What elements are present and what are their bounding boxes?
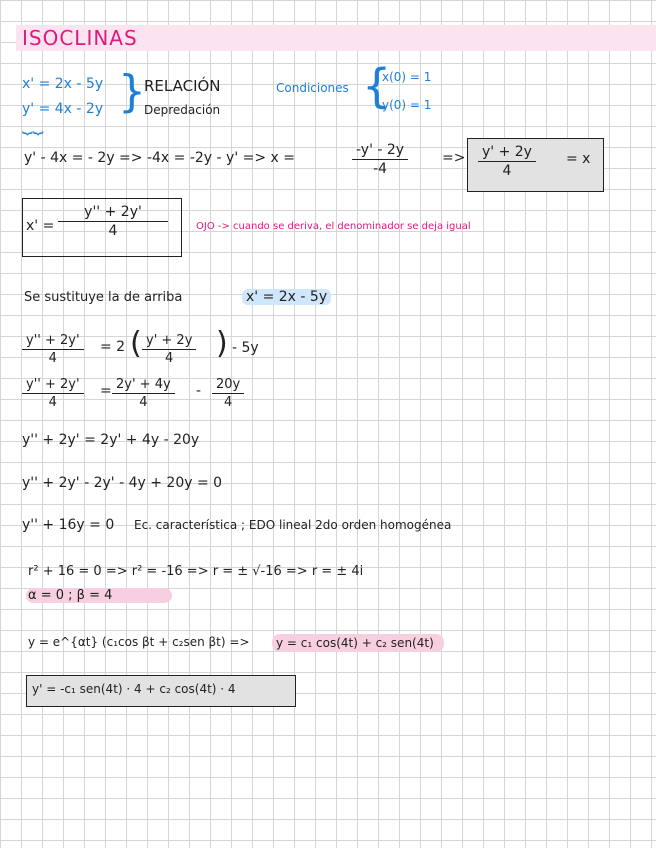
sub1-inum: y' + 2y: [142, 333, 196, 350]
sub1-close-paren: ): [216, 326, 228, 361]
relation-label: RELACIÓN: [144, 77, 221, 95]
condition-1: x(0) = 1: [382, 70, 432, 84]
general-result: y = c₁ cos(4t) + c₂ sen(4t): [272, 634, 444, 652]
derivative: y' = -c₁ sen(4t) · 4 + c₂ cos(4t) · 4: [32, 682, 236, 696]
step1-frac-num: -y' - 2y: [352, 142, 408, 160]
underbrace: ⏟⏟: [22, 114, 44, 135]
ode-desc: Ec. característica ; EDO lineal 2do orden homogénea: [134, 518, 452, 532]
right-brace: }: [118, 66, 146, 117]
sub1-iden: 4: [165, 351, 174, 366]
sub2-left-frac: [22, 377, 84, 410]
boxed-rhs: = x: [566, 151, 591, 167]
page-title: ISOCLINAS: [22, 26, 138, 50]
sub4: y'' + 2y' - 2y' - 4y + 20y = 0: [22, 475, 223, 491]
sub1-tail: - 5y: [232, 340, 259, 356]
relation-type: Depredación: [144, 103, 221, 117]
sub2-mnum: 2y' + 4y: [112, 377, 175, 394]
boxed-num: y' + 2y: [478, 144, 536, 162]
step2-fraction: [58, 204, 168, 239]
sub2-lnum: y'' + 2y': [22, 377, 84, 394]
roots: α = 0 ; β = 4: [26, 588, 172, 603]
sub1-lnum: y'' + 2y': [22, 333, 84, 350]
sub1-left-frac: [22, 333, 84, 366]
left-brace: {: [362, 59, 392, 113]
step1-left: y' - 4x = - 2y => -4x = -2y - y' => x =: [24, 150, 295, 166]
sub2-right-frac: [212, 377, 244, 410]
step2-den: 4: [108, 223, 118, 239]
condition-2: y(0) = 1: [382, 98, 432, 112]
system-eq2: y' = 4x - 2y: [22, 101, 104, 117]
sub2-rnum: 20y: [212, 377, 244, 394]
conditions-label: Condiciones: [276, 81, 349, 95]
step1-arrow: =>: [442, 150, 466, 166]
step2-lhs: x' =: [26, 218, 55, 234]
substitute-text: Se sustituye la de arriba: [24, 290, 183, 305]
sub2-rden: 4: [223, 395, 233, 410]
substitute-eq: x' = 2x - 5y: [242, 289, 331, 305]
sub2-eq: =: [100, 383, 112, 399]
sub1-lden: 4: [48, 351, 57, 366]
boxed-fraction: [478, 144, 536, 179]
step1-fraction: [352, 142, 408, 177]
sub1-open-paren: (: [130, 326, 142, 361]
char-eq: r² + 16 = 0 => r² = -16 => r = ± √-16 => r = ± 4i: [28, 564, 364, 579]
step1-frac-den: -4: [373, 161, 388, 177]
step2-num: y'' + 2y': [58, 204, 168, 222]
sub2-mden: 4: [139, 395, 148, 410]
sub2-minus: -: [196, 383, 202, 399]
system-eq1: x' = 2x - 5y: [22, 76, 104, 92]
sub2-mid-frac: [112, 377, 175, 410]
ode-eq: y'' + 16y = 0: [22, 517, 115, 533]
sub1-mid: = 2: [100, 339, 126, 355]
general-left: y = e^{αt} (c₁cos βt + c₂sen βt) =>: [28, 635, 250, 649]
sub2-lden: 4: [48, 395, 57, 410]
boxed-den: 4: [502, 163, 512, 179]
sub1-inner-frac: [142, 333, 196, 366]
note-ojo: OJO -> cuando se deriva, el denominador se deja igual: [196, 221, 471, 232]
sub3: y'' + 2y' = 2y' + 4y - 20y: [22, 432, 200, 448]
